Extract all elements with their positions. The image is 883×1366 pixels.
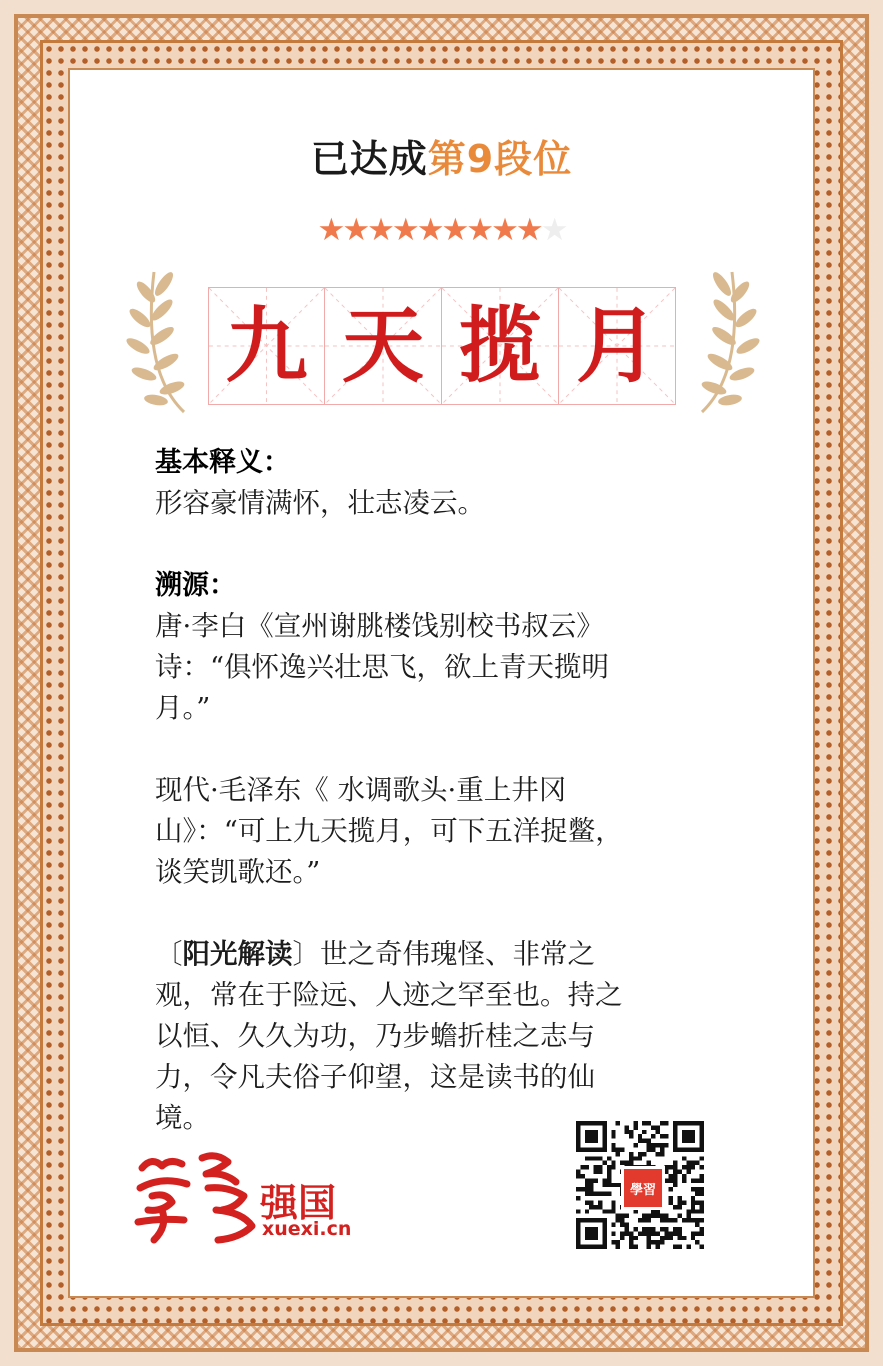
reading-bracket-close: 〕 bbox=[292, 938, 320, 970]
origin-line: 谈笑凯歌还。” bbox=[155, 856, 321, 888]
idiom-char: 九 bbox=[225, 298, 308, 394]
reading-line: 力，令凡夫俗子仰望，这是读书的仙 bbox=[155, 1061, 595, 1093]
xuexi-script-logo-icon bbox=[132, 1148, 262, 1246]
meaning-heading: 基本释义： bbox=[155, 447, 290, 478]
laurel-right-icon bbox=[688, 262, 762, 414]
rank-label: 第9段位 bbox=[427, 137, 573, 181]
xuexi-brand: 强国 bbox=[260, 1181, 337, 1225]
star-filled-icon: ★ bbox=[416, 212, 442, 248]
star-filled-icon: ★ bbox=[342, 212, 368, 248]
idiom-cell bbox=[325, 287, 442, 405]
laurel-left-icon bbox=[124, 262, 198, 414]
meaning-text: 形容豪情满怀，壮志凌云。 bbox=[155, 487, 485, 519]
idiom-grid bbox=[208, 287, 676, 405]
qr-code[interactable] bbox=[576, 1121, 704, 1249]
idiom-cell bbox=[208, 287, 325, 405]
idiom-char: 天 bbox=[341, 298, 424, 394]
star-empty-icon: ★ bbox=[540, 212, 566, 248]
origin-line: 唐·李白《宣州谢朓楼饯别校书叔云》 bbox=[155, 610, 604, 642]
reading-line: 以恒、久久为功，乃步蟾折桂之志与 bbox=[155, 1020, 595, 1052]
reading-line: 观，常在于险远、人迹之罕至也。持之 bbox=[155, 979, 623, 1011]
origin-line: 现代·毛泽东《 水调歌头·重上井冈 bbox=[155, 774, 567, 806]
reading-text: 世之奇伟瑰怪、非常之 bbox=[320, 938, 595, 970]
star-filled-icon: ★ bbox=[441, 212, 467, 248]
star-filled-icon: ★ bbox=[391, 212, 417, 248]
xuexi-url: xuexi.cn bbox=[262, 1218, 352, 1240]
reading-label: 阳光解读 bbox=[182, 938, 293, 970]
rank-stars bbox=[0, 212, 883, 248]
idiom-cell bbox=[442, 287, 559, 405]
origin-line: 诗：“俱怀逸兴壮思飞，欲上青天揽明 bbox=[155, 651, 610, 683]
origin-line: 山》：“可上九天揽月，可下五洋捉鳖， bbox=[155, 815, 623, 847]
origin-line: 月。” bbox=[155, 692, 211, 724]
idiom-char: 月 bbox=[575, 298, 658, 394]
rank-headline bbox=[0, 128, 883, 183]
qr-center-logo: 學習 bbox=[621, 1166, 665, 1210]
idiom-explanation bbox=[155, 442, 715, 1134]
idiom-char: 揽 bbox=[458, 298, 541, 394]
reading-line: 境。 bbox=[155, 1102, 210, 1134]
xuexi-logo bbox=[132, 1148, 362, 1246]
star-filled-icon: ★ bbox=[515, 212, 541, 248]
star-filled-icon: ★ bbox=[491, 212, 516, 248]
origin-heading: 溯源： bbox=[155, 570, 236, 601]
reading-bracket-open: 〔 bbox=[155, 938, 183, 970]
star-filled-icon: ★ bbox=[466, 212, 492, 248]
star-filled-icon: ★ bbox=[367, 212, 392, 248]
achieved-label: 已达成 bbox=[310, 137, 428, 181]
idiom-cell bbox=[559, 287, 676, 405]
reading-line bbox=[155, 934, 715, 975]
star-filled-icon: ★ bbox=[317, 212, 343, 248]
